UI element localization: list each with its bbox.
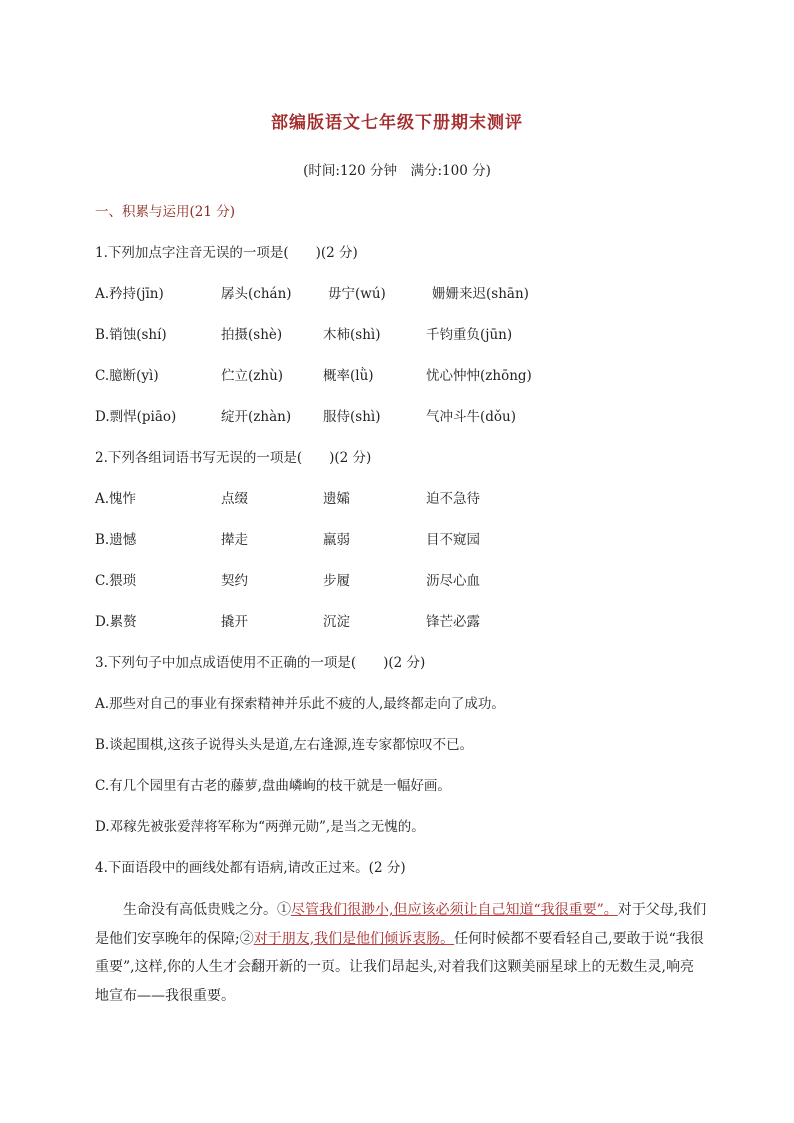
q2-option-c-4: 沥尽心血 bbox=[426, 573, 480, 589]
question-2-stem: 2.下列各组词语书写无误的一项是( )(2 分) bbox=[95, 450, 372, 466]
q4-passage bbox=[95, 896, 707, 1010]
q1-option-b-2: 拍摄(shè) bbox=[221, 327, 283, 343]
q1-option-a-2: 孱头(chán) bbox=[221, 286, 292, 302]
q2-option-a-1: A.愧怍 bbox=[95, 491, 137, 507]
q2-option-d-3: 沉淀 bbox=[323, 614, 350, 630]
q3-option-c: C.有几个园里有古老的藤萝,盘曲嶙峋的枝干就是一幅好画。 bbox=[95, 778, 451, 794]
q1-option-a-4: 姗姗来迟(shān) bbox=[432, 286, 529, 302]
q2-option-c-2: 契约 bbox=[221, 573, 248, 589]
exam-time-score: (时间:120 分钟 满分:100 分) bbox=[303, 163, 491, 179]
question-3-stem: 3.下列句子中加点成语使用不正确的一项是( )(2 分) bbox=[95, 655, 426, 671]
q2-option-a-4: 迫不急待 bbox=[426, 491, 480, 507]
q2-option-a-2: 点缀 bbox=[221, 491, 248, 507]
q2-option-c-3: 步履 bbox=[323, 573, 350, 589]
q2-option-d-1: D.累赘 bbox=[95, 614, 137, 630]
q1-option-a-3: 毋宁(wú) bbox=[328, 286, 386, 302]
underlined-sentence-2: 对于朋友,我们是他们倾诉衷肠。 bbox=[253, 930, 455, 947]
q1-option-d-2: 绽开(zhàn) bbox=[221, 409, 292, 425]
q2-option-d-2: 撬开 bbox=[221, 614, 248, 630]
q2-option-b-4: 目不窥园 bbox=[426, 532, 480, 548]
q2-option-d-4: 锋芒必露 bbox=[426, 614, 480, 630]
question-1-stem: 1.下列加点字注音无误的一项是( )(2 分) bbox=[95, 245, 358, 261]
q2-option-a-3: 遗孀 bbox=[323, 491, 350, 507]
q1-option-b-4: 千钧重负(jūn) bbox=[426, 327, 513, 343]
page-title: 部编版语文七年级下册期末测评 bbox=[271, 113, 523, 133]
question-4-stem: 4.下面语段中的画线处都有语病,请改正过来。(2 分) bbox=[95, 860, 406, 876]
q3-option-a: A.那些对自己的事业有探索精神并乐此不疲的人,最终都走向了成功。 bbox=[95, 696, 505, 712]
q1-option-c-4: 忧心忡忡(zhōng) bbox=[426, 368, 532, 384]
q1-option-c-1: C.臆断(yì) bbox=[95, 368, 159, 384]
q1-option-d-1: D.剽悍(piāo) bbox=[95, 409, 177, 425]
q3-option-d: D.邓稼先被张爱萍将军称为“两弹元勋”,是当之无愧的。 bbox=[95, 819, 425, 835]
q2-option-b-1: B.遗憾 bbox=[95, 532, 137, 548]
q1-option-c-2: 伫立(zhù) bbox=[221, 368, 284, 384]
q1-option-b-1: B.销蚀(shí) bbox=[95, 327, 167, 343]
q3-option-b: B.谈起围棋,这孩子说得头头是道,左右逢源,连专家都惊叹不已。 bbox=[95, 737, 474, 753]
q2-option-c-1: C.猥琐 bbox=[95, 573, 137, 589]
passage-text-1: 生命没有高低贵贱之分。① bbox=[123, 902, 291, 918]
q1-option-d-4: 气冲斗牛(dǒu) bbox=[426, 409, 516, 425]
q1-option-c-3: 概率(lǜ) bbox=[323, 368, 374, 384]
q2-option-b-2: 撵走 bbox=[221, 532, 248, 548]
q1-option-a-1: A.矜持(jīn) bbox=[95, 286, 164, 302]
q2-option-b-3: 羸弱 bbox=[323, 532, 350, 548]
underlined-sentence-1: 尽管我们很渺小,但应该必须让自己知道“我很重要”。 bbox=[291, 902, 618, 918]
passage-text-3: 任何时候都不要看轻自己,要敢于说“我很重要”,这样,你的人生才会翻开新的一页。让我们昂起头,对着我们这颗美丽星球上的无数生灵,响亮地宣布——我很重要。 bbox=[95, 930, 704, 1004]
q1-option-b-3: 木柿(shì) bbox=[323, 327, 381, 343]
passage-text-2: 对于父母,我们是他们安享晚年的保障;② bbox=[95, 902, 707, 947]
q1-option-d-3: 服侍(shì) bbox=[323, 409, 381, 425]
section-heading: 一、积累与运用(21 分) bbox=[95, 204, 236, 220]
